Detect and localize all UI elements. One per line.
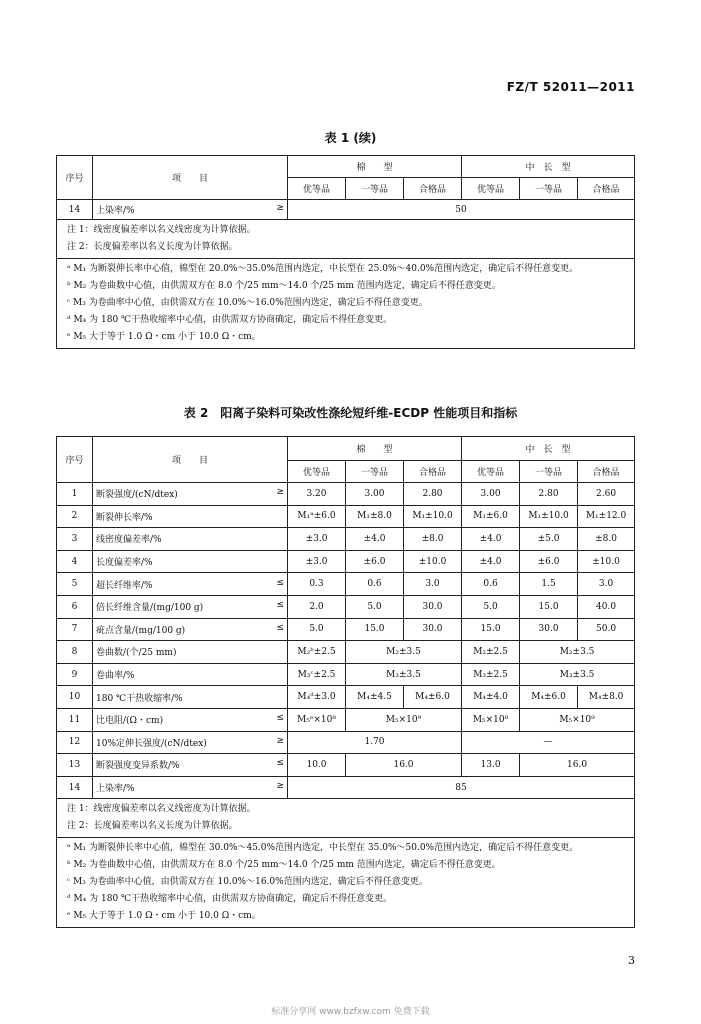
item-label: 超长纤维率/% [96, 580, 153, 591]
value-cell: 15.0 [520, 595, 578, 618]
row-number: 7 [57, 618, 93, 641]
value-cell: 3.00 [462, 483, 520, 506]
footnote: ᵉ M₅ 大于等于 1.0 Ω・cm 小于 10.0 Ω・cm。 [67, 911, 261, 922]
item-label: 卷曲率/% [96, 671, 135, 682]
item-label: 断裂伸长率/% [96, 512, 153, 523]
row-number: 10 [57, 686, 93, 709]
value-cell: ±10.0 [578, 550, 635, 573]
table2 [56, 436, 635, 928]
table-row [57, 754, 635, 777]
value-cell: M₂±3.5 [346, 641, 462, 664]
grade-header: 一等品 [346, 461, 404, 483]
table-row [57, 595, 635, 618]
footnote: ᵃ M₁ 为断裂伸长率中心值，棉型在 20.0%～35.0%范围内选定，中长型在 25.0%～40.0%范围内选定，确定后不得任意变更。 [67, 264, 579, 274]
value-cell: ±8.0 [404, 528, 462, 551]
grade-header: 合格品 [578, 461, 635, 483]
value-cell: M₄±6.0 [404, 686, 462, 709]
note: 注 2：长度偏差率以名义长度为计算依据。 [67, 821, 238, 832]
footnote: ᵇ M₂ 为卷曲数中心值，由供需双方在 8.0 个/25 mm～14.0 个/25 mm 范围内选定，确定后不得任意变更。 [67, 281, 501, 291]
value-cell: ±6.0 [520, 550, 578, 573]
table-row [57, 573, 635, 596]
item-label: 180 ℃干热收缩率/% [96, 693, 183, 704]
value-cell: M₅×10⁸ [462, 708, 520, 731]
comparison-sign: ≤ [276, 713, 284, 724]
row-number: 14 [57, 200, 93, 220]
row-item [93, 483, 288, 506]
footnote: ᵈ M₄ 为 180 ℃干热收缩率中心值，由供需双方协商确定，确定后不得任意变更。 [67, 315, 393, 325]
value-cell: 3.0 [578, 573, 635, 596]
value-cell: M₁±6.0 [462, 505, 520, 528]
value-cell: 1.5 [520, 573, 578, 596]
table-row [57, 618, 635, 641]
value-cell: 2.80 [520, 483, 578, 506]
item-header: 项 目 [93, 156, 288, 200]
value-cell: 15.0 [462, 618, 520, 641]
value-cell: 16.0 [346, 754, 462, 777]
value-cell: M₁±10.0 [520, 505, 578, 528]
table-row [57, 200, 635, 220]
table1-footnotes [57, 259, 635, 349]
table1-caption: 表 1 (续) [324, 131, 377, 145]
row-number: 3 [57, 528, 93, 551]
value-cell: 3.20 [288, 483, 346, 506]
row-item [93, 528, 288, 551]
value-cell: 40.0 [578, 595, 635, 618]
value-cell: ±4.0 [346, 528, 404, 551]
value-cell: ±8.0 [578, 528, 635, 551]
table-row [57, 731, 635, 754]
comparison-sign: ≤ [276, 758, 284, 769]
row-item [93, 550, 288, 573]
item-label: 上染率/% [96, 784, 135, 795]
footer-watermark: 标准分享网 www.bzfxw.com 免费下载 [271, 1007, 430, 1017]
comparison-sign: ≥ [276, 203, 284, 213]
item-label: 线密度偏差率/% [96, 535, 162, 546]
footnote: ᵃ M₁ 为断裂伸长率中心值，棉型在 30.0%～45.0%范围内选定，中长型在 35.0%～50.0%范围内选定，确定后不得任意变更。 [67, 843, 579, 854]
value-cell: M₂±3.5 [520, 641, 635, 664]
value-cell: 15.0 [346, 618, 404, 641]
value-cell: 85 [288, 776, 635, 799]
row-item [93, 708, 288, 731]
row-item [93, 505, 288, 528]
grade-header: 一等品 [520, 461, 578, 483]
table-row [57, 528, 635, 551]
row-number: 9 [57, 663, 93, 686]
value-cell: 5.0 [346, 595, 404, 618]
comparison-sign: ≤ [276, 622, 284, 633]
value-cell: 13.0 [462, 754, 520, 777]
seq-header: 序号 [57, 156, 93, 200]
row-value: 50 [288, 200, 635, 220]
row-number: 6 [57, 595, 93, 618]
value-cell: 3.00 [346, 483, 404, 506]
midlength-type-header: 中 长 型 [462, 437, 635, 461]
row-item [93, 754, 288, 777]
value-cell: M₄±4.5 [346, 686, 404, 709]
table1 [56, 155, 635, 349]
item-label: 上染率/% [96, 206, 135, 216]
value-cell: M₁±12.0 [578, 505, 635, 528]
value-cell: ±5.0 [520, 528, 578, 551]
footnote: ᶜ M₃ 为卷曲率中心值，由供需双方在 10.0%～16.0%范围内选定，确定后不得任意变更。 [67, 877, 428, 888]
value-cell: M₄±4.0 [462, 686, 520, 709]
row-item [93, 200, 288, 220]
value-cell: 1.70 [288, 731, 462, 754]
value-cell: 50.0 [578, 618, 635, 641]
value-cell: M₄±8.0 [578, 686, 635, 709]
item-label: 疵点含量/(mg/100 g) [96, 625, 186, 636]
value-cell: 5.0 [462, 595, 520, 618]
value-cell: ±3.0 [288, 528, 346, 551]
value-cell: 2.80 [404, 483, 462, 506]
item-label: 比电阻/(Ω・cm) [96, 716, 164, 727]
table-row [57, 505, 635, 528]
value-cell: 16.0 [520, 754, 635, 777]
value-cell: M₃±3.5 [346, 663, 462, 686]
grade-header: 合格品 [578, 178, 635, 200]
table-row [57, 483, 635, 506]
table-row [57, 641, 635, 664]
row-number: 2 [57, 505, 93, 528]
value-cell: M₂±2.5 [462, 641, 520, 664]
grade-header: 优等品 [288, 461, 346, 483]
comparison-sign: ≥ [276, 735, 284, 746]
grade-header: 一等品 [520, 178, 578, 200]
table2-notes [57, 799, 635, 838]
value-cell: 3.0 [404, 573, 462, 596]
midlength-type-header: 中 长 型 [462, 156, 635, 178]
value-cell: 5.0 [288, 618, 346, 641]
note: 注 1：线密度偏差率以名义线密度为计算依据。 [67, 804, 256, 815]
value-cell: 2.60 [578, 483, 635, 506]
standard-number: FZ/T 52011—2011 [506, 80, 635, 94]
footnote: ᵇ M₂ 为卷曲数中心值，由供需双方在 8.0 个/25 mm～14.0 个/25 mm 范围内选定，确定后不得任意变更。 [67, 860, 501, 871]
value-cell: — [462, 731, 635, 754]
footnote: ᵉ M₅ 大于等于 1.0 Ω・cm 小于 10.0 Ω・cm。 [67, 332, 261, 342]
note: 注 1：线密度偏差率以名义线密度为计算依据。 [67, 225, 256, 235]
row-number: 1 [57, 483, 93, 506]
value-cell: M₂ᵇ±2.5 [288, 641, 346, 664]
value-cell: ±6.0 [346, 550, 404, 573]
table-row [57, 776, 635, 799]
row-item [93, 573, 288, 596]
value-cell: 30.0 [520, 618, 578, 641]
seq-header: 序号 [57, 437, 93, 483]
footnote: ᵈ M₄ 为 180 ℃干热收缩率中心值，由供需双方协商确定，确定后不得任意变更。 [67, 894, 393, 905]
value-cell: M₃±3.5 [520, 663, 635, 686]
value-cell: M₄±6.0 [520, 686, 578, 709]
row-item [93, 731, 288, 754]
row-number: 4 [57, 550, 93, 573]
comparison-sign: ≤ [276, 600, 284, 611]
row-item [93, 686, 288, 709]
grade-header: 一等品 [346, 178, 404, 200]
comparison-sign: ≥ [276, 487, 284, 498]
value-cell: 0.6 [462, 573, 520, 596]
value-cell: ±4.0 [462, 528, 520, 551]
value-cell: M₃±2.5 [462, 663, 520, 686]
cotton-type-header: 棉 型 [288, 156, 462, 178]
row-item [93, 776, 288, 799]
row-number: 14 [57, 776, 93, 799]
row-number: 8 [57, 641, 93, 664]
row-item [93, 595, 288, 618]
item-label: 长度偏差率/% [96, 558, 153, 569]
value-cell: M₁±8.0 [346, 505, 404, 528]
table-row [57, 663, 635, 686]
value-cell: 10.0 [288, 754, 346, 777]
table-row [57, 550, 635, 573]
page-number: 3 [628, 954, 635, 967]
row-number: 13 [57, 754, 93, 777]
item-label: 倍长纤维含量/(mg/100 g) [96, 603, 204, 614]
value-cell: 2.0 [288, 595, 346, 618]
row-item [93, 663, 288, 686]
item-label: 10%定伸长强度/(cN/dtex) [96, 738, 207, 749]
item-header: 项 目 [93, 437, 288, 483]
grade-header: 优等品 [462, 178, 520, 200]
item-label: 断裂强度变异系数/% [96, 761, 180, 772]
cotton-type-header: 棉 型 [288, 437, 462, 461]
value-cell: M₄ᵈ±3.0 [288, 686, 346, 709]
value-cell: ±10.0 [404, 550, 462, 573]
item-label: 断裂强度/(cN/dtex) [96, 490, 178, 501]
value-cell: M₃ᶜ±2.5 [288, 663, 346, 686]
value-cell: ±4.0 [462, 550, 520, 573]
grade-header: 合格品 [404, 461, 462, 483]
value-cell: 0.6 [346, 573, 404, 596]
value-cell: M₁±10.0 [404, 505, 462, 528]
value-cell: M₅×10⁹ [346, 708, 462, 731]
table1-notes [57, 220, 635, 259]
table2-footnotes [57, 838, 635, 928]
row-item [93, 641, 288, 664]
comparison-sign: ≥ [276, 781, 284, 792]
row-item [93, 618, 288, 641]
value-cell: 30.0 [404, 595, 462, 618]
item-label: 卷曲数/(个/25 mm) [96, 648, 177, 659]
comparison-sign: ≤ [276, 577, 284, 588]
value-cell: 30.0 [404, 618, 462, 641]
value-cell: ±3.0 [288, 550, 346, 573]
row-number: 12 [57, 731, 93, 754]
grade-header: 合格品 [404, 178, 462, 200]
note: 注 2：长度偏差率以名义长度为计算依据。 [67, 242, 238, 252]
row-number: 11 [57, 708, 93, 731]
value-cell: M₅×10⁹ [520, 708, 635, 731]
grade-header: 优等品 [462, 461, 520, 483]
grade-header: 优等品 [288, 178, 346, 200]
footnote: ᶜ M₃ 为卷曲率中心值，由供需双方在 10.0%～16.0%范围内选定，确定后不得任意变更。 [67, 298, 428, 308]
table-row [57, 686, 635, 709]
value-cell: M₁ᵃ±6.0 [288, 505, 346, 528]
value-cell: M₅ᵉ×10⁸ [288, 708, 346, 731]
table-row [57, 708, 635, 731]
value-cell: 0.3 [288, 573, 346, 596]
row-number: 5 [57, 573, 93, 596]
table2-caption: 表 2 阳离子染料可染改性涤纶短纤维-ECDP 性能项目和指标 [183, 406, 518, 420]
